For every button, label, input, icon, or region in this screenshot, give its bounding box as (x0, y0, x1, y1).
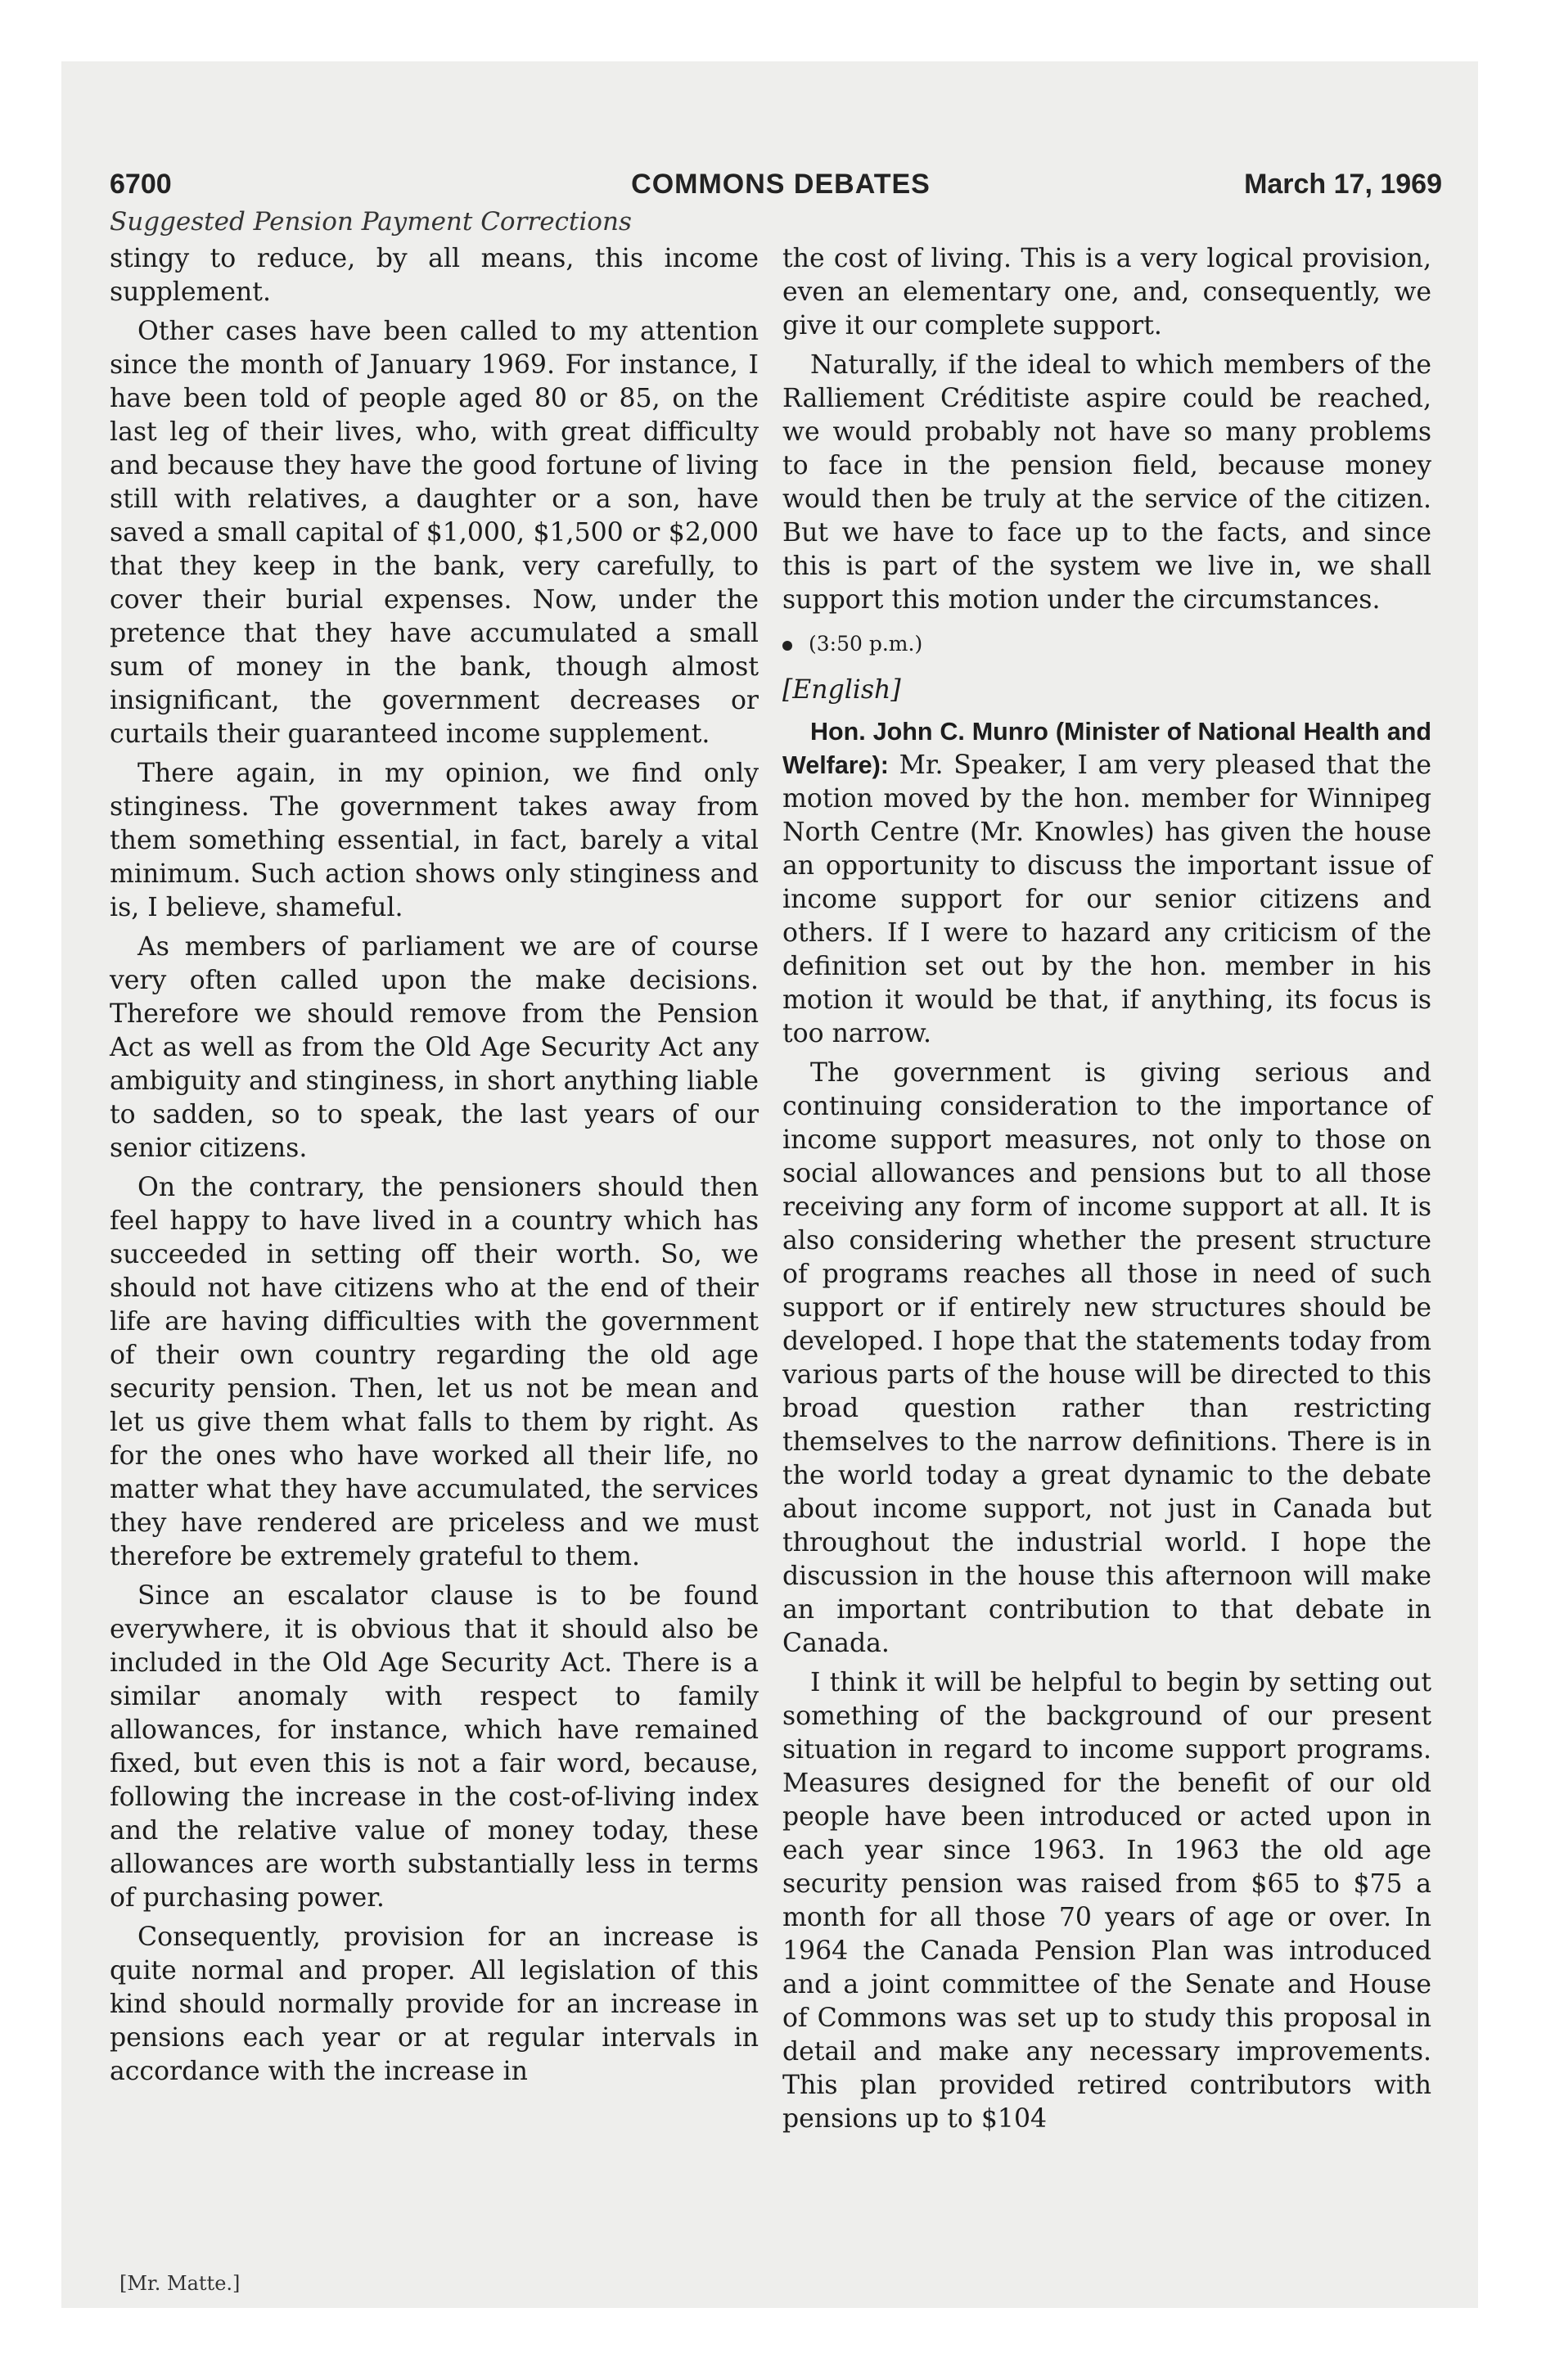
bullet-icon (782, 641, 792, 651)
time-marker (782, 627, 1431, 660)
paragraph: Since an escalator clause is to be found everywhere, it is obvious that it should also be included in the Old Age Security Act. There is a similar anomaly with respect to family allowances, for instance, which have remained fixed, but even this is not a fair word, because, following the increase in the cost-of-living index and the relative value of money today, these allowances are worth substantially less in terms of purchasing power. (110, 1581, 759, 1913)
paragraph: As members of parliament we are of course very often called upon the make decisions. Therefore we should remove from the Pension Act as well as from the Old Age Security Act any ambiguity and stinginess, in short anything liable to sadden, so to speak, the last years of our senior citizens. (110, 932, 759, 1163)
page-header (110, 164, 1452, 213)
paragraph: I think it will be helpful to begin by setting out something of the background of our present situation in regard to income support programs. Measures designed for the benefit of our old people have been introduced or acted upon in each year since 1963. In 1963 the old age security pension was raised from $65 to $75 a month for all those 70 years of age or over. In 1964 the Canada Pension Plan was introduced and a joint committee of the Senate and House of Commons was set up to study this proposal in detail and make any necessary improvements. This plan provided retired contributors with pensions up to $104 (782, 1668, 1431, 2134)
paragraph: There again, in my opinion, we find only stinginess. The government takes away from them something essential, in fact, barely a vital minimum. Such action shows only stinginess and is, I believe, shameful. (110, 759, 759, 922)
speech-text: Mr. Speaker, I am very pleased that the motion moved by the hon. member for Winnipeg North Centre (Mr. Knowles) has given the house an opportunity to discuss the important issue of income support for our senior citizens and others. If I were to hazard any criticism of the definition set out by the hon. member in his motion it would be that, if anything, its focus is too narrow. (782, 751, 1431, 1048)
time-marker-text: (3:50 p.m.) (809, 632, 923, 656)
publication-date: March 17, 1969 (1244, 169, 1442, 200)
paragraph: Other cases have been called to my attention since the month of January 1969. For instance, I have been told of people aged 80 or 85, on the last leg of their lives, who, with great difficulty and because they have the good fortune of living still with relatives, a daughter or a son, have saved a small capital of $1,000, $1,500 or $2,000 that they keep in the bank, very carefully, to cover their burial expenses. Now, under the pretence that they have accumulated a small sum of money in the bank, though almost insignificant, the government decreases or curtails their guaranteed income supplement. (110, 317, 759, 749)
paragraph: stingy to reduce, by all means, this income supplement. (110, 244, 759, 307)
running-subheading: Suggested Pension Payment Corrections (110, 207, 632, 237)
left-column (110, 242, 759, 2094)
page-number: 6700 (110, 169, 172, 200)
language-tag: [English] (782, 675, 901, 705)
paragraph: The government is giving serious and continuing consideration to the importance of income support measures, not only to those on social allowances and pensions but to all those receiving any form of income support at all. It is also considering whether the present structure of programs reaches all those in need of such support or if entirely new structures should be developed. I hope that the statements today from various parts of the house will be directed to this broad question rather than restricting themselves to the narrow definitions. There is in the world today a great dynamic to the debate about income support, not just in Canada but throughout the industrial world. I hope the discussion in the house this afternoon will make an important contribution to that debate in Canada. (782, 1058, 1431, 1658)
speaker-name: Hon. John C. Munro (Minister of National Health and Welfare): (782, 718, 1431, 779)
paragraph: Consequently, provision for an increase is quite normal and proper. All legislation of this kind should normally provide for an increase in pensions each year or at regular intervals in accordance with the increase in (110, 1922, 759, 2086)
paragraph: On the contrary, the pensioners should then feel happy to have lived in a country which has succeeded in setting off their worth. So, we should not have citizens who at the end of their life are having difficulties with the government of their own country regarding the old age security pension. Then, let us not be mean and let us give them what falls to them by right. As for the ones who have worked all their life, no matter what they have accumulated, the services they have rendered are priceless and we must therefore be extremely grateful to them. (110, 1173, 759, 1571)
paragraph: Naturally, if the ideal to which members of the Ralliement Créditiste aspire could be reached, we would probably not have so many problems to face in the pension field, because money would then be truly at the service of the citizen. But we have to face up to the facts, and since this is part of the system we live in, we shall support this motion under the circumstances. (782, 350, 1431, 615)
speaker-paragraph (782, 715, 1431, 1051)
speaker-footer: [Mr. Matte.] (119, 2272, 241, 2295)
paragraph: the cost of living. This is a very logical provision, even an elementary one, and, consequently, we give it our complete support. (782, 244, 1431, 340)
right-column (782, 242, 1431, 2142)
publication-title: COMMONS DEBATES (631, 169, 931, 200)
